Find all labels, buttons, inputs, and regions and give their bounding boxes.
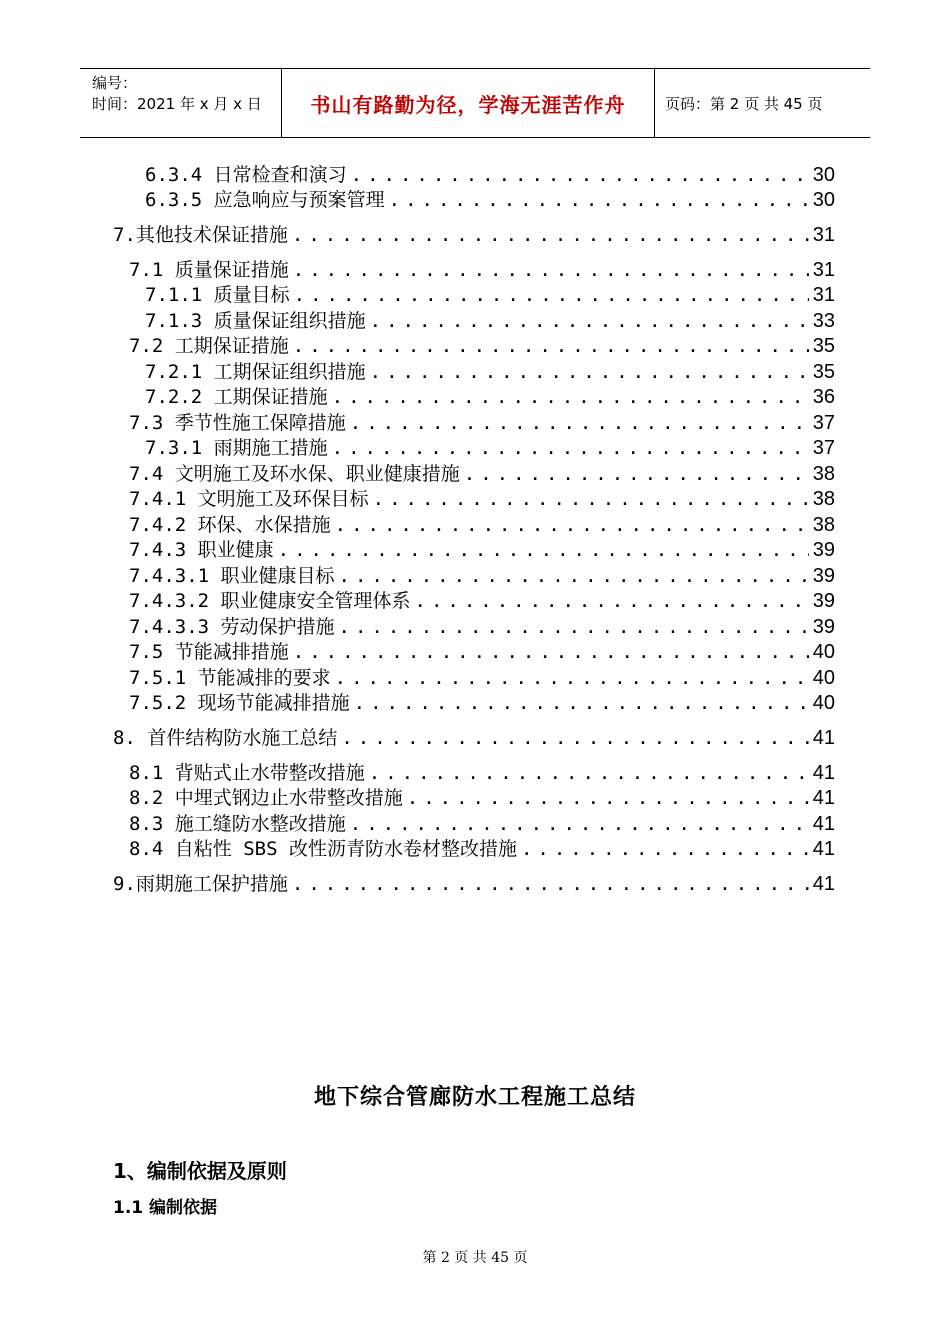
toc-entry[interactable] (145, 357, 835, 384)
toc-entry[interactable] (129, 561, 835, 588)
toc-entry-page: 38 (812, 488, 835, 510)
toc-leader (293, 641, 809, 663)
toc-entry[interactable] (129, 612, 835, 639)
toc-entry[interactable] (129, 834, 835, 861)
toc-entry-page: 39 (812, 565, 835, 587)
toc-leader (278, 539, 809, 561)
document-title: 地下综合管廊防水工程施工总结 (313, 1085, 636, 1110)
toc-entry[interactable] (113, 869, 835, 896)
toc-leader (521, 838, 809, 860)
toc-leader (389, 189, 809, 211)
toc-entry-text: 7.5.1 节能减排的要求 (129, 667, 331, 689)
toc-entry-text: 8. 首件结构防水施工总结 (113, 727, 338, 749)
toc-entry-text: 7.其他技术保证措施 (113, 224, 288, 246)
page-footer: 第 2 页 共 45 页 (422, 1250, 528, 1266)
toc-entry[interactable] (129, 688, 835, 715)
toc-entry-page: 31 (812, 259, 835, 281)
toc-entry-text: 8.3 施工缝防水整改措施 (129, 813, 346, 835)
toc-leader (464, 463, 809, 485)
subsection-heading: 1.1 编制依据 (113, 1198, 218, 1218)
toc-entry[interactable] (129, 255, 835, 282)
toc-leader (350, 412, 809, 434)
toc-entry-text: 7.4 文明施工及环水保、职业健康措施 (129, 463, 460, 485)
toc-entry-page: 30 (812, 189, 835, 211)
header-page-info: 页码：第 2 页 共 45 页 (665, 94, 823, 113)
toc-entry-page: 39 (812, 616, 835, 638)
toc-entry-text: 7.4.3.2 职业健康安全管理体系 (129, 590, 411, 612)
toc-leader (407, 787, 809, 809)
toc-entry-page: 41 (812, 838, 835, 860)
toc-entry-text: 7.4.3.3 劳动保护措施 (129, 616, 335, 638)
toc-entry[interactable] (129, 510, 835, 537)
toc-entry-text: 7.4.3 职业健康 (129, 539, 274, 561)
toc-entry-page: 33 (812, 310, 835, 332)
toc-entry-page: 37 (812, 412, 835, 434)
toc-entry-text: 7.4.3.1 职业健康目标 (129, 565, 335, 587)
toc-leader (335, 514, 809, 536)
toc-entry[interactable] (129, 535, 835, 562)
toc-entry-text: 7.3.1 雨期施工措施 (145, 437, 328, 459)
toc-entry-text: 7.1.3 质量保证组织措施 (145, 310, 366, 332)
toc-entry[interactable] (129, 637, 835, 664)
toc-leader (292, 224, 809, 246)
toc-entry-page: 31 (812, 224, 835, 246)
toc-entry[interactable] (129, 459, 835, 486)
toc-entry-text: 8.4 自粘性 SBS 改性沥青防水卷材整改措施 (129, 838, 517, 860)
toc-leader (332, 437, 809, 459)
toc-entry-text: 8.1 背贴式止水带整改措施 (129, 762, 365, 784)
toc-entry-page: 38 (812, 463, 835, 485)
toc-leader (294, 284, 809, 306)
toc-leader (350, 813, 809, 835)
toc-entry-page: 41 (812, 813, 835, 835)
toc-entry-page: 35 (812, 361, 835, 383)
toc-entry-page: 30 (812, 164, 835, 186)
toc-leader (341, 727, 808, 749)
toc-entry-text: 7.2.1 工期保证组织措施 (145, 361, 366, 383)
toc-entry[interactable] (129, 809, 835, 836)
toc-entry-page: 40 (812, 667, 835, 689)
toc-entry[interactable] (145, 433, 835, 460)
toc-leader (370, 361, 809, 383)
toc-entry[interactable] (129, 484, 835, 511)
toc-entry-text: 7.4.2 环保、水保措施 (129, 514, 331, 536)
toc-entry-text: 8.2 中埋式钢边止水带整改措施 (129, 787, 403, 809)
toc-leader (339, 565, 809, 587)
toc-leader (332, 386, 809, 408)
toc-entry-page: 41 (812, 873, 835, 895)
toc-entry-page: 31 (812, 284, 835, 306)
time-label: 时间：2021 年 x 月 x 日 (92, 95, 262, 113)
toc-entry[interactable] (113, 723, 835, 750)
toc-entry[interactable] (145, 280, 835, 307)
toc-entry[interactable] (145, 306, 835, 333)
toc-leader (293, 259, 809, 281)
toc-leader (293, 335, 809, 357)
toc-entry[interactable] (129, 586, 835, 613)
page-header (80, 68, 870, 138)
toc-entry-text: 7.3 季节性施工保障措施 (129, 412, 346, 434)
toc-entry[interactable] (145, 185, 835, 212)
toc-entry[interactable] (129, 408, 835, 435)
toc-entry-text: 6.3.4 日常检查和演习 (145, 164, 347, 186)
toc-leader (354, 692, 809, 714)
header-motto: 书山有路勤为径，学海无涯苦作舟 (282, 69, 655, 137)
toc-entry-page: 41 (812, 727, 835, 749)
toc-entry[interactable] (129, 663, 835, 690)
toc-entry-page: 40 (812, 641, 835, 663)
toc-entry[interactable] (113, 220, 835, 247)
toc-entry-page: 37 (812, 437, 835, 459)
toc-entry-text: 9.雨期施工保护措施 (113, 873, 288, 895)
toc-entry-text: 7.1 质量保证措施 (129, 259, 289, 281)
toc-entry[interactable] (129, 331, 835, 358)
toc-entry-page: 35 (812, 335, 835, 357)
toc-entry-page: 41 (812, 787, 835, 809)
toc-entry-page: 40 (812, 692, 835, 714)
toc-entry-text: 7.4.1 文明施工及环保目标 (129, 488, 369, 510)
toc-entry-page: 36 (812, 386, 835, 408)
toc-entry[interactable] (145, 382, 835, 409)
toc-entry-page: 39 (812, 590, 835, 612)
toc-leader (339, 616, 809, 638)
toc-entry-text: 7.2.2 工期保证措施 (145, 386, 328, 408)
toc-leader (335, 667, 809, 689)
toc-entry-text: 7.5 节能减排措施 (129, 641, 289, 663)
toc-entry-text: 6.3.5 应急响应与预案管理 (145, 189, 385, 211)
toc-entry[interactable] (129, 783, 835, 810)
toc-entry-page: 39 (812, 539, 835, 561)
toc-entry-text: 7.5.2 现场节能减排措施 (129, 692, 350, 714)
toc-leader (415, 590, 809, 612)
header-meta (80, 69, 282, 137)
section-heading: 1、编制依据及原则 (113, 1159, 287, 1183)
toc-leader (370, 310, 809, 332)
toc-entry-page: 38 (812, 514, 835, 536)
toc-entry-text: 7.1.1 质量目标 (145, 284, 290, 306)
toc-leader (292, 873, 809, 895)
toc-entry[interactable] (129, 758, 835, 785)
toc-leader (351, 164, 809, 186)
toc-leader (369, 762, 809, 784)
toc-leader (373, 488, 809, 510)
toc-entry-page: 41 (812, 762, 835, 784)
toc-entry-text: 7.2 工期保证措施 (129, 335, 289, 357)
number-label: 编号： (92, 74, 138, 92)
toc-entry[interactable] (145, 160, 835, 187)
